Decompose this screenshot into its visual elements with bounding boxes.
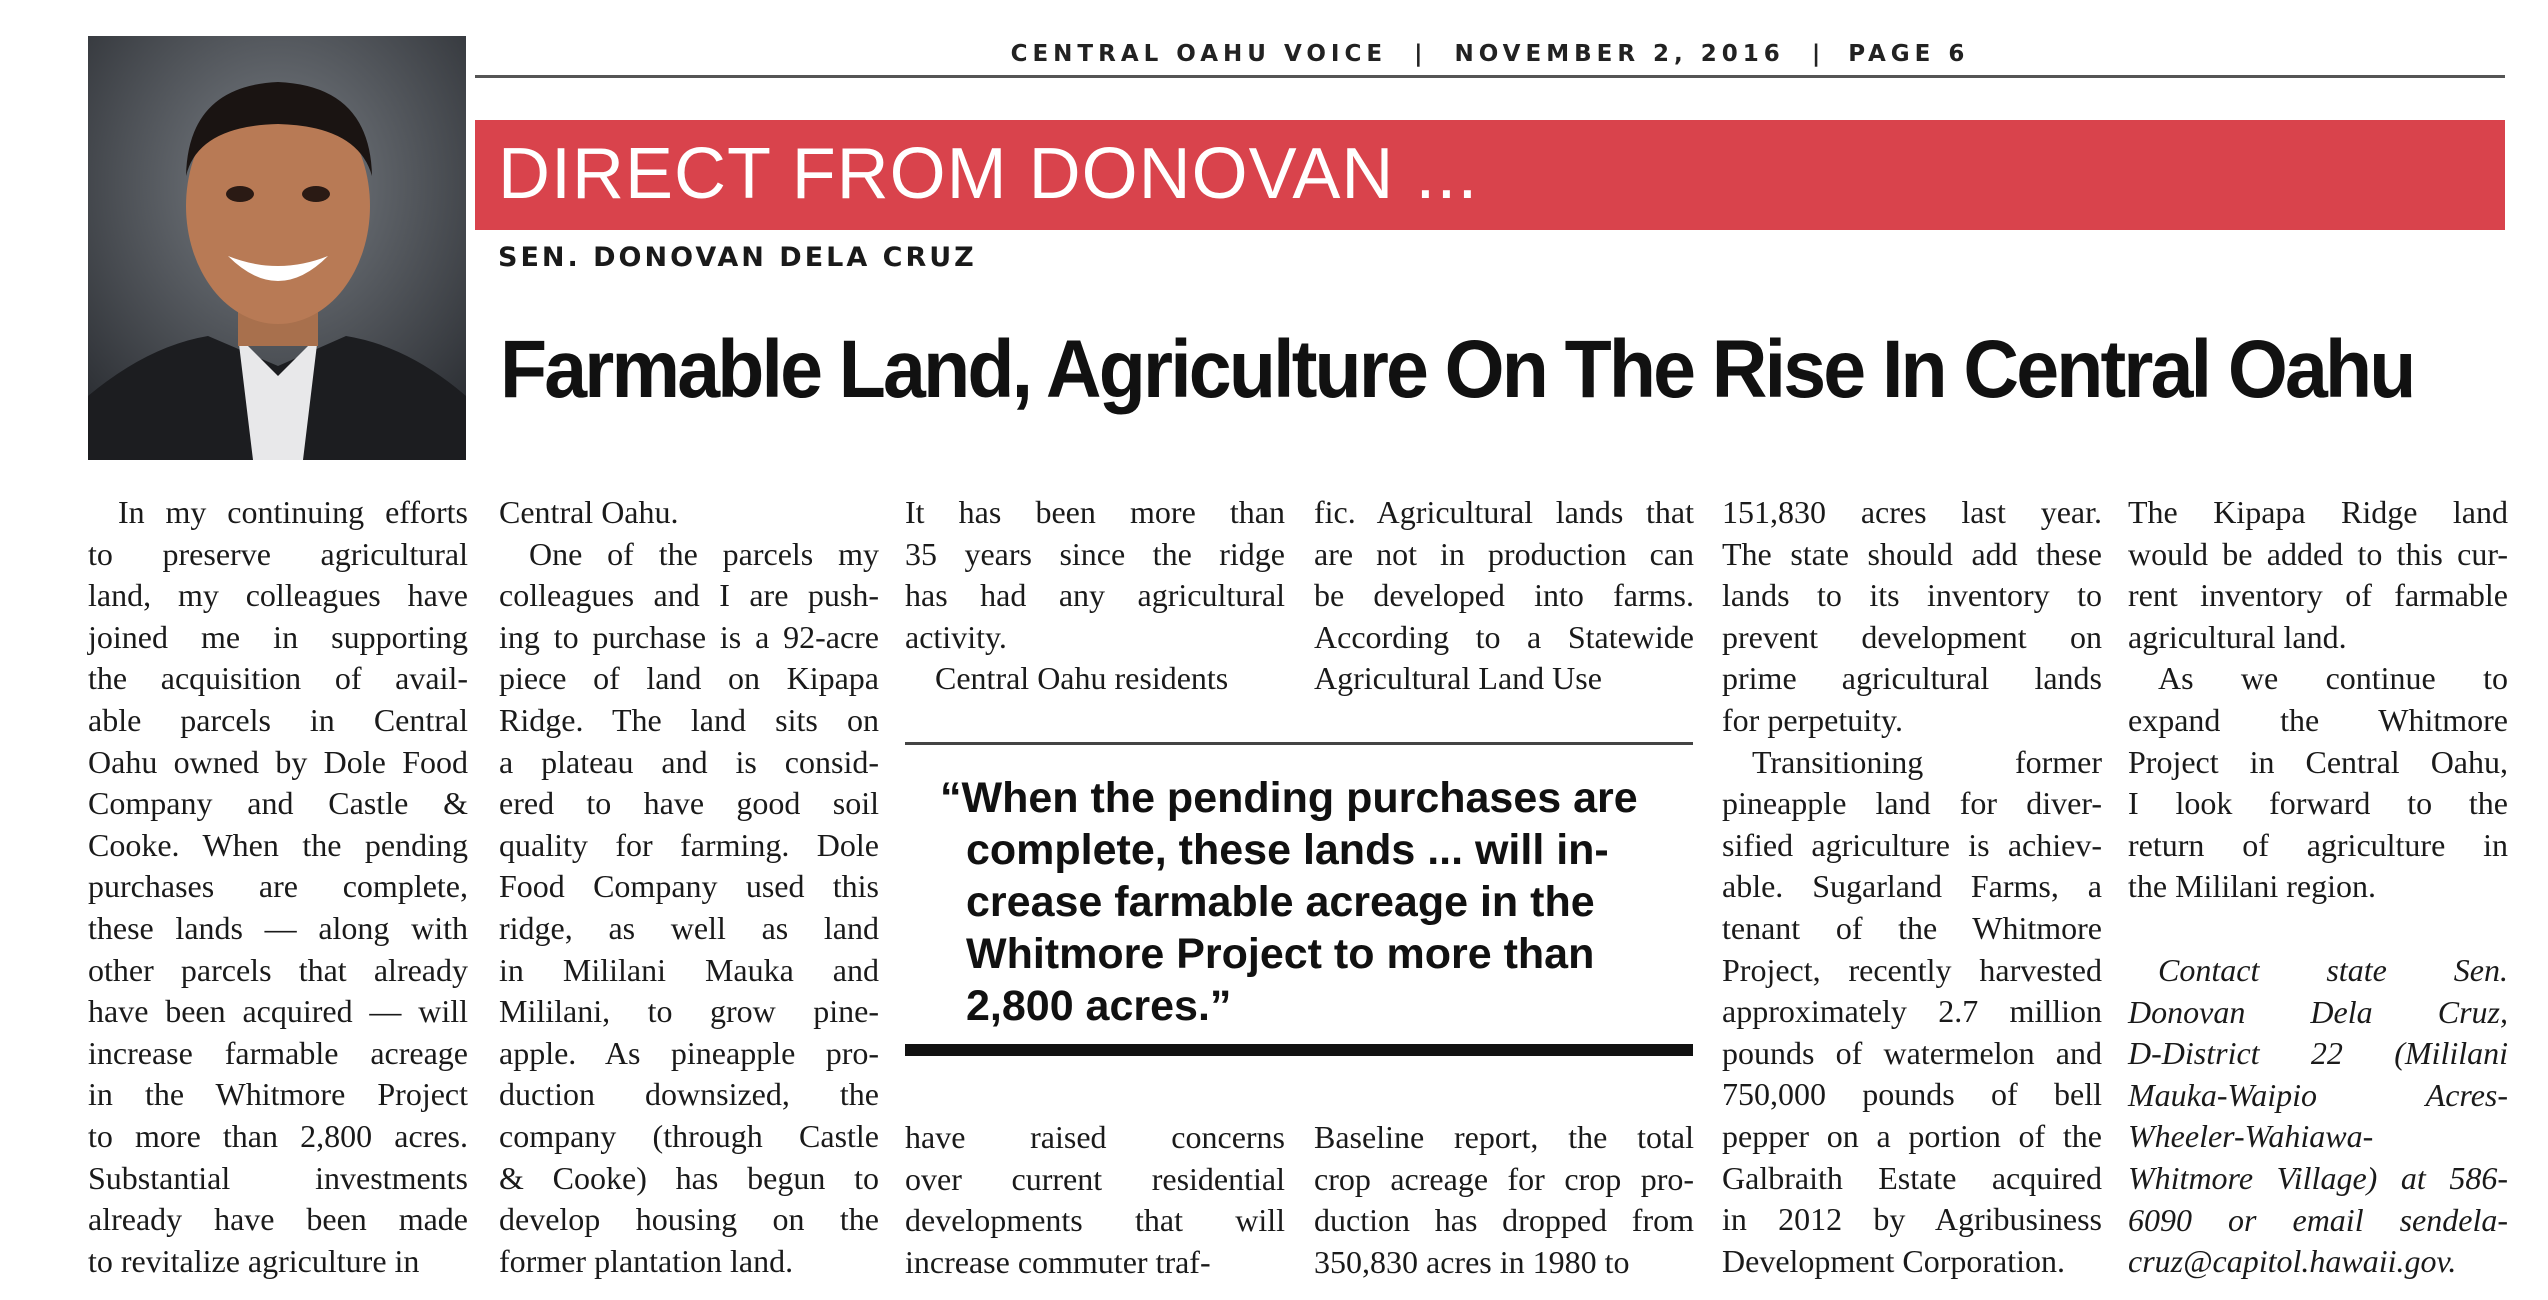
folio-rule [475,75,2505,78]
text-line: pineapple land for diver- [1722,785,2102,822]
text-line: Food Company used this [499,868,879,905]
text-line: Wheeler-Wahiawa- [2128,1118,2374,1155]
text-line: to more than 2,800 acres. [88,1117,468,1154]
text-line: the Mililani region. [2128,868,2376,905]
text-line: & Cooke) has begun to [499,1159,879,1196]
contact-info [2128,950,2508,1283]
text-line: In my continuing efforts [118,494,468,530]
text-line: sified agriculture is achiev- [1722,826,2102,863]
pullquote-rule-bottom [905,1044,1693,1056]
text-line: lands to its inventory to [1722,577,2102,614]
text-line: As we continue to [2158,660,2508,697]
folio-separator: | [1414,41,1428,67]
column-1 [88,492,468,1282]
folio-separator: | [1811,41,1826,67]
text-line: I look forward to the [2128,785,2508,822]
text-line: 750,000 pounds of bell [1722,1076,2102,1113]
text-line: land, my colleagues have [88,577,468,614]
text-line: tenant of the Whitmore [1722,909,2102,946]
text-line: pepper on a portion of the [1722,1117,2102,1154]
headline: Farmable Land, Agriculture On The Rise In Central Oahu [500,324,2414,415]
publication-date: NOVEMBER 2, 2016 [1454,41,1785,67]
text-line: Oahu owned by Dole Food [88,743,468,780]
text-line: to revitalize agriculture in [88,1242,420,1279]
text-line: piece of land on Kipapa [499,660,879,697]
text-line: 6090 or email sendela- [2128,1201,2508,1238]
text-line: According to a Statewide [1314,618,1694,655]
text-line: have raised concerns [905,1119,1285,1155]
text-line: over current residential [905,1160,1285,1197]
text-line: would be added to this cur- [2128,535,2508,572]
text-line: pounds of watermelon and [1722,1034,2102,1071]
text-line: develop housing on the [499,1201,879,1238]
text-line: cruz@capitol.hawaii.gov. [2128,1243,2457,1280]
text-line: agricultural land. [2128,618,2347,655]
text-line: has had any agricultural [905,577,1285,614]
text-line: duction has dropped from [1314,1202,1694,1239]
pullquote [940,772,1680,1032]
text-line: D-District 22 (Mililani [2128,1035,2508,1072]
text-line: Cooke. When the pending [88,826,468,863]
column-3-top [905,492,1285,700]
text-line: Company and Castle & [88,785,468,822]
text-line: 35 years since the ridge [905,535,1285,572]
text-line: expand the Whitmore [2128,701,2508,738]
column-banner [475,120,2505,230]
pullquote-line: 2,800 acres.” [966,982,1232,1030]
text-line: increase commuter traf- [905,1243,1211,1280]
text-line: have been acquired — will [88,993,468,1030]
text-line: a plateau and is consid- [499,743,879,780]
text-line: former plantation land. [499,1242,794,1279]
text-line: Agricultural Land Use [1314,660,1602,697]
text-line: duction downsized, the [499,1076,879,1113]
text-line: these lands — along with [88,909,468,946]
text-line: activity. [905,618,1007,655]
text-line: prime agricultural lands [1722,660,2102,697]
text-line: Transitioning former [1752,743,2102,780]
text-line: Central Oahu residents [935,660,1229,697]
text-line: Substantial investments [88,1159,468,1196]
text-line: It has been more than [905,494,1285,530]
text-line: Mauka-Waipio Acres- [2128,1076,2508,1113]
text-line: for perpetuity. [1722,701,1903,738]
text-line: company (through Castle [499,1117,879,1154]
text-line: quality for farming. Dole [499,826,879,863]
pullquote-line: “When the pending purchases are [940,774,1638,822]
text-line: approximately 2.7 million [1722,993,2102,1030]
text-line: The Kipapa Ridge land [2128,494,2508,530]
publication-name: CENTRAL OAHU VOICE [1010,41,1388,67]
text-line: Project in Central Oahu, [2128,743,2508,780]
column-4-top [1314,492,1694,700]
text-line: ing to purchase is a 92-acre [499,618,879,655]
text-line: be developed into farms. [1314,577,1694,614]
text-line: apple. As pineapple pro- [499,1034,879,1071]
folio-line [475,36,2505,72]
pullquote-line: Whitmore Project to more than [966,930,1595,978]
text-line: Contact state Sen. [2158,952,2508,988]
text-line: in 2012 by Agribusiness [1722,1201,2102,1238]
text-line: Ridge. The land sits on [499,701,879,738]
text-line: Project, recently harvested [1722,951,2102,988]
text-line: One of the parcels my [529,535,879,572]
column-6 [2128,492,2508,908]
column-3-bottom [905,1117,1285,1283]
text-line: in Mililani Mauka and [499,951,879,988]
text-line: 151,830 acres last year. [1722,494,2102,530]
byline: SEN. DONOVAN DELA CRUZ [498,242,977,273]
text-line: The state should add these [1722,535,2102,572]
text-line: colleagues and I are push- [499,577,879,614]
text-line: fic. Agricultural lands that [1314,494,1694,530]
text-line: Development Corporation. [1722,1242,2066,1279]
text-line: in the Whitmore Project [88,1076,468,1113]
text-line: Baseline report, the total [1314,1119,1694,1155]
text-line: Donovan Dela Cruz, [2128,993,2508,1030]
column-2 [499,492,879,1282]
text-line: the acquisition of avail- [88,660,468,697]
text-line: to preserve agricultural [88,535,468,572]
text-line: 350,830 acres in 1980 to [1314,1243,1630,1280]
text-line: Galbraith Estate acquired [1722,1159,2102,1196]
banner-title: DIRECT FROM DONOVAN ... [498,134,1479,214]
text-line: Mililani, to grow pine- [499,993,879,1030]
text-line: increase farmable acreage [88,1034,468,1071]
text-line: able. Sugarland Farms, a [1722,868,2102,905]
text-line: already have been made [88,1201,468,1238]
text-line: return of agriculture in [2128,826,2508,863]
text-line: purchases are complete, [88,868,468,905]
column-5 [1722,492,2102,1282]
text-line: joined me in supporting [88,618,468,655]
text-line: ered to have good soil [499,785,879,822]
text-line: are not in production can [1314,535,1694,572]
page-number: PAGE 6 [1848,41,1970,67]
pullquote-line: complete, these lands ... will in- [966,826,1609,874]
text-line: developments that will [905,1202,1285,1239]
text-line: rent inventory of farmable [2128,577,2508,614]
text-line: other parcels that already [88,951,468,988]
text-line: prevent development on [1722,618,2102,655]
text-line: crop acreage for crop pro- [1314,1160,1694,1197]
column-4-bottom [1314,1117,1694,1283]
text-line: Whitmore Village) at 586- [2128,1159,2508,1196]
text-line: Central Oahu. [499,494,679,530]
text-line: able parcels in Central [88,701,468,738]
author-photo [88,36,466,460]
pullquote-line: crease farmable acreage in the [966,878,1595,926]
text-line: ridge, as well as land [499,909,879,946]
pullquote-rule-top [905,742,1693,745]
